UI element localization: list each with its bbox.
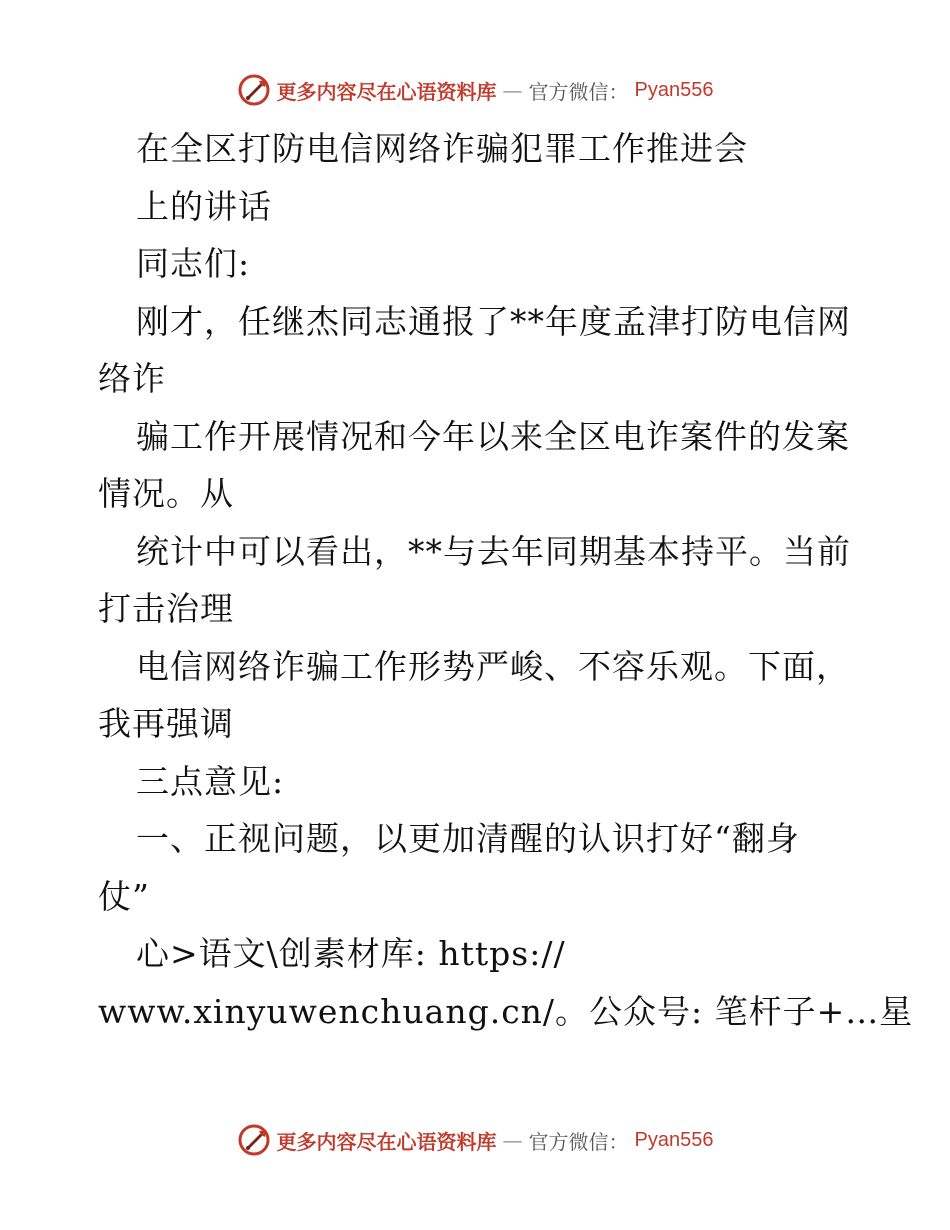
paragraph-line: 情况。从: [98, 474, 234, 513]
paragraph-line: 电信网络诈骗工作形势严峻、不容乐观。下面，: [136, 646, 850, 686]
paragraph-line: 统计中可以看出，**与去年同期基本持平。当前: [136, 531, 851, 571]
paragraph-line: 刚才，任继杰同志通报了**年度孟津打防电信网: [136, 301, 851, 341]
paragraph-line: 我再强调: [98, 704, 234, 743]
salutation: 同志们:: [136, 244, 251, 283]
paragraph-line: 骗工作开展情况和今年以来全区电诈案件的发案: [136, 416, 850, 456]
banner-dash: —: [502, 1128, 523, 1152]
banner-dash: —: [502, 78, 523, 102]
doc-title-line-2: 上的讲话: [136, 186, 272, 226]
banner-site-name: 更多内容尽在心语资料库: [276, 1129, 497, 1154]
quill-logo-icon: [237, 1123, 271, 1157]
banner-wechat-id: Pyan556: [634, 78, 714, 101]
paragraph-line: 三点意见:: [136, 761, 285, 801]
banner-wechat-label: 官方微信：: [528, 1129, 629, 1154]
paragraph-line: 心>语文\创素材库: https://: [136, 934, 566, 973]
banner-site-name: 更多内容尽在心语资料库: [276, 79, 497, 104]
header-banner: [0, 70, 950, 110]
footer-banner: [0, 1120, 950, 1160]
paragraph-line: www.xinyuwenchuang.cn/。公众号: 笔杆子+…星: [98, 991, 914, 1031]
banner-wechat-label: 官方微信：: [528, 79, 629, 104]
section-heading-line: 一、正视问题，以更加清醒的认识打好“翻身: [136, 819, 800, 858]
document-body: [98, 120, 914, 1040]
doc-title-line-1: 在全区打防电信网络诈骗犯罪工作推进会: [136, 129, 748, 168]
paragraph-line: 打击治理: [98, 589, 234, 628]
paragraph-line: 络诈: [98, 359, 166, 398]
banner-wechat-id: Pyan556: [634, 1128, 714, 1151]
quill-logo-icon: [237, 73, 271, 107]
section-heading-line: 仗”: [98, 876, 150, 916]
